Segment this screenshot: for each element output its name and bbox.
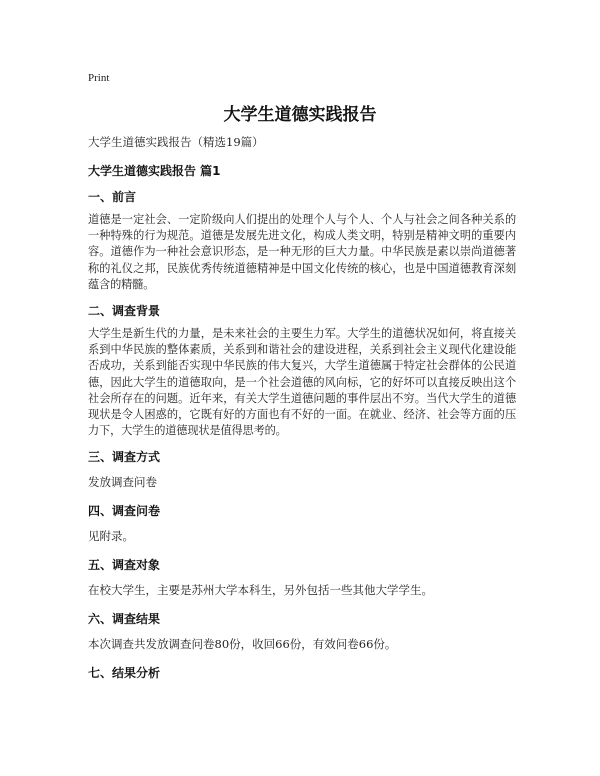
section-body-results: 本次调查共发放调查问卷80份，收回66份，有效问卷66份。 [88, 637, 397, 651]
document-subtitle: 大学生道德实践报告（精选19篇） [88, 135, 264, 149]
section-heading-results: 六、调查结果 [88, 612, 161, 626]
page-title: 大学生道德实践报告 [223, 105, 377, 125]
section-body-subjects: 在校大学生，主要是苏州大学本科生，另外包括一些其他大学学生。 [88, 583, 433, 597]
section-heading-analysis: 七、结果分析 [88, 666, 161, 680]
section-heading-subjects: 五、调查对象 [88, 558, 161, 572]
article-heading: 大学生道德实践报告 篇1 [88, 164, 221, 178]
section-body-preface: 道德是一定社会、一定阶级向人们提出的处理个人与个人、个人与社会之间各种关系的一种特殊的行为规范。道德是发展先进文化，构成人类文明，特别是精神文明的重要内容。道德作为一种社会意识形态，是一种无形的巨大力量。中华民族是素以崇尚道德著称的礼仪之邦，民族优秀传统道德精神是中国文化传统的核心，也是中国道德教育深刻蕴含的精髓。 [88, 213, 516, 291]
section-heading-preface: 一、前言 [88, 190, 137, 204]
section-heading-questionnaire: 四、调查问卷 [88, 504, 161, 518]
section-heading-background: 二、调查背景 [88, 304, 161, 318]
print-link[interactable]: Print [88, 72, 110, 84]
section-body-method: 发放调查问卷 [88, 475, 157, 489]
section-body-background: 大学生是新生代的力量，是未来社会的主要生力军。大学生的道德状况如何，将直接关系到中华民族的整体素质，关系到和谐社会的建设进程，关系到社会主义现代化建设能否成功，关系到能否实现中华民族的伟大复兴，大学生道德属于特定社会群体的公民道德，因此大学生的道德取向，是一个社会道德的风向标，它的好坏可以直接反映出这个社会所存在的问题。近年来，有关大学生道德问题的事件层出不穷。当代大学生的道德现状是令人困惑的，它既有好的方面也有不好的一面。在就业、经济、社会等方面的压力下，大学生的道德现状是值得思考的。 [88, 327, 516, 438]
section-heading-method: 三、调查方式 [88, 450, 161, 464]
section-body-questionnaire: 见附录。 [88, 529, 134, 543]
